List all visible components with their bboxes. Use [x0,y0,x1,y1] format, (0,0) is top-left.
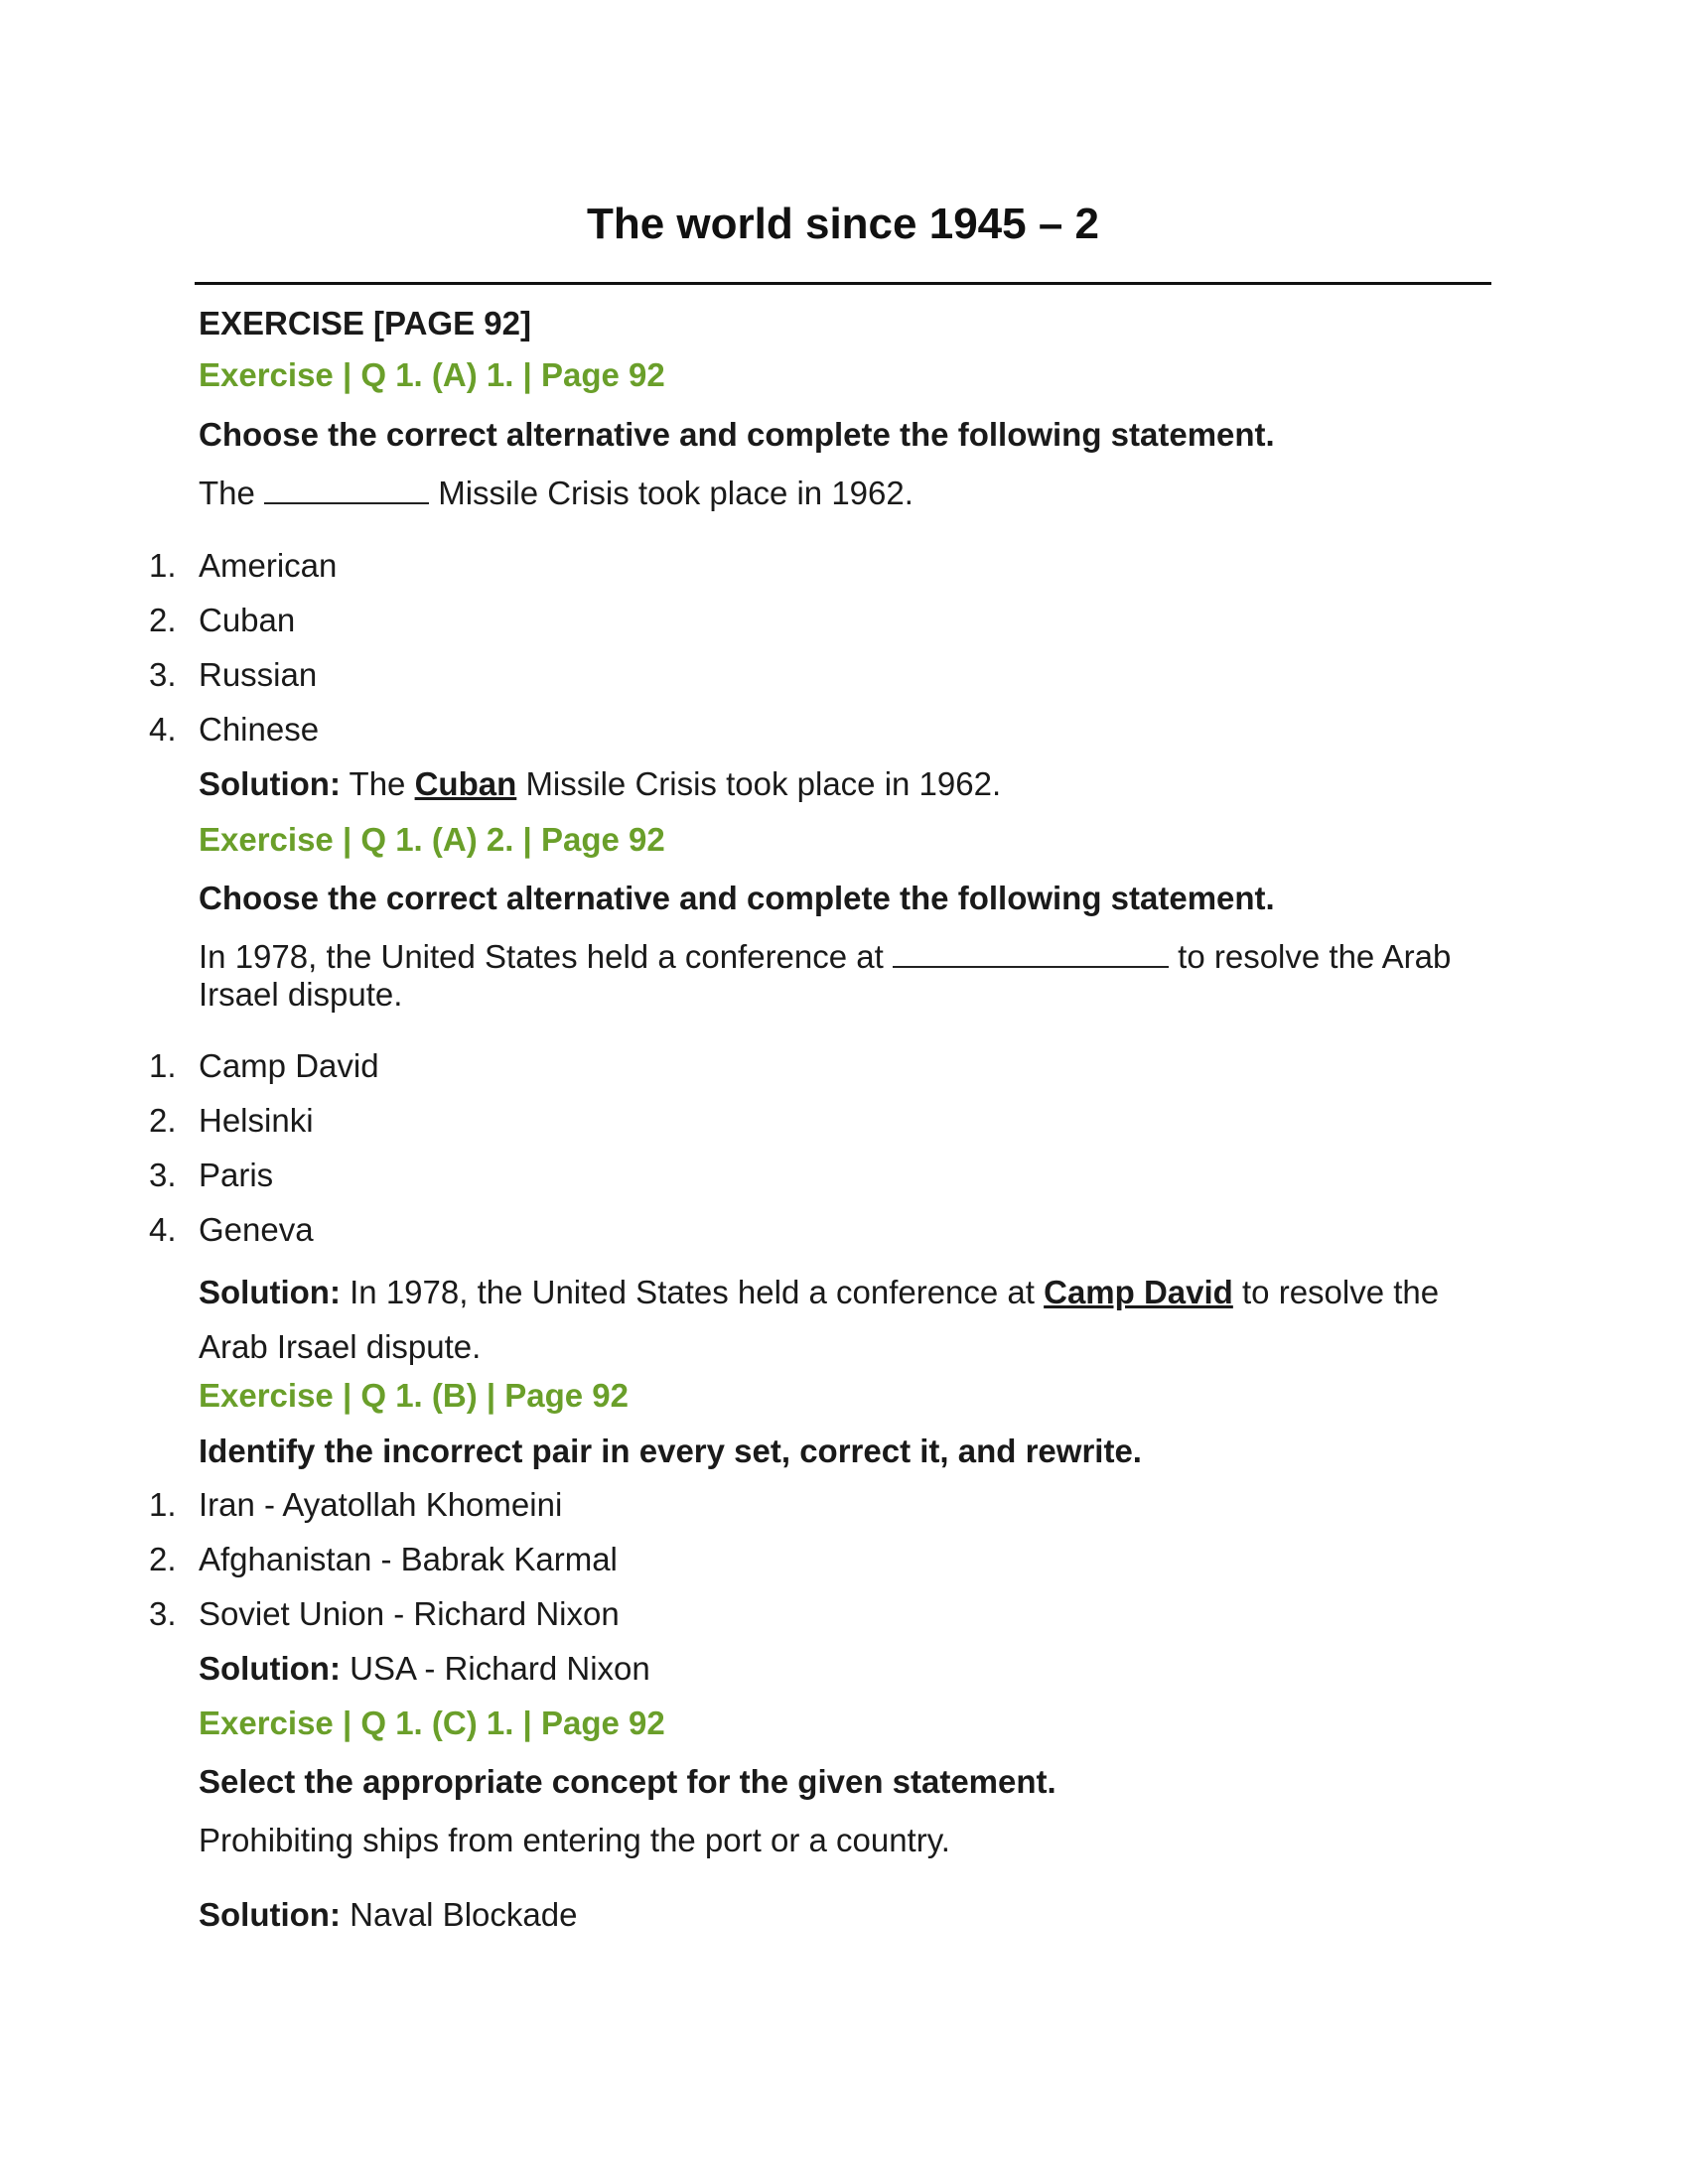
solution-answer: Camp David [1044,1274,1233,1310]
question-block-2 [149,820,1489,1376]
question-reference: Exercise | Q 1. (C) 1. | Page 92 [199,1705,665,1741]
option-label: Paris [199,1157,274,1193]
solution [199,1895,1489,1935]
option-label: Iran - Ayatollah Khomeini [199,1486,563,1523]
question-reference: Exercise | Q 1. (B) | Page 92 [199,1377,630,1414]
option-number: 2. [149,602,177,638]
option-number: 2. [149,1102,177,1139]
option-number: 2. [149,1541,177,1577]
option-label: Soviet Union - Richard Nixon [199,1595,620,1632]
question-statement [199,936,1489,1046]
solution-text: The [349,765,406,802]
question-statement [199,473,1489,546]
option-label: Camp David [199,1047,379,1084]
option-number: 4. [149,1211,177,1248]
statement-text: In 1978, the United States held a conference at [199,938,884,975]
question-reference: Exercise | Q 1. (A) 1. | Page 92 [199,356,665,393]
option-item [149,1101,1440,1156]
question-block-3 [149,1376,1489,1704]
solution-answer: Cuban [414,765,517,802]
option-label: Russian [199,656,318,693]
solution [199,1649,1489,1704]
option-number: 3. [149,1595,177,1632]
option-item [149,1046,1440,1101]
option-label: Helsinki [199,1102,314,1139]
content [149,304,1489,1935]
question-instruction: Select the appropriate concept for the given statement. [199,1763,1056,1800]
option-list [149,1046,1440,1265]
option-item [149,546,1440,601]
option-item [149,1594,1440,1649]
option-label: Chinese [199,711,320,748]
option-item [149,1540,1440,1594]
solution-text: Missile Crisis took place in 1962. [525,765,1002,802]
solution-label: Solution: [199,765,341,802]
option-number: 1. [149,1486,177,1523]
solution-text: to resolve the Arab Irsael dispute. [199,1274,1440,1365]
option-item [149,1210,1440,1265]
statement-text: to resolve the Arab Irsael dispute. [199,938,1452,1013]
option-label: Cuban [199,602,296,638]
option-item [149,710,1440,764]
question-instruction: Choose the correct alternative and complete the following statement. [199,416,1275,453]
option-item [149,601,1440,655]
solution-text: USA - Richard Nixon [350,1650,650,1687]
solution-label: Solution: [199,1650,341,1687]
question-instruction: Identify the incorrect pair in every set, correct it, and rewrite. [199,1433,1142,1469]
question-block-1 [149,355,1489,820]
option-list [149,1485,1440,1649]
option-item [149,1485,1440,1540]
option-number: 1. [149,1047,177,1084]
section-heading: EXERCISE [PAGE 92] [199,305,531,341]
solution-label: Solution: [199,1896,341,1933]
solution [199,1265,1489,1376]
fill-in-blank [264,473,429,504]
option-number: 4. [149,711,177,748]
page-title: The world since 1945 – 2 [586,200,1099,248]
option-number: 1. [149,547,177,584]
option-label: Afghanistan - Babrak Karmal [199,1541,618,1577]
option-number: 3. [149,656,177,693]
statement-text: The [199,475,255,511]
option-item [149,1156,1440,1210]
option-label: American [199,547,338,584]
title-divider [195,282,1491,285]
question-statement: Prohibiting ships from entering the port or a country. [199,1822,950,1858]
fill-in-blank [893,936,1169,968]
solution-label: Solution: [199,1274,341,1310]
option-list [149,546,1440,764]
question-block-4 [199,1704,1489,1935]
option-item [149,655,1440,710]
option-number: 3. [149,1157,177,1193]
option-label: Geneva [199,1211,314,1248]
statement-text: Missile Crisis took place in 1962. [438,475,914,511]
question-reference: Exercise | Q 1. (A) 2. | Page 92 [199,821,665,858]
question-instruction: Choose the correct alternative and complete the following statement. [199,880,1275,916]
solution-text: Naval Blockade [350,1896,578,1933]
solution [199,764,1489,820]
solution-text: In 1978, the United States held a conference at [350,1274,1035,1310]
